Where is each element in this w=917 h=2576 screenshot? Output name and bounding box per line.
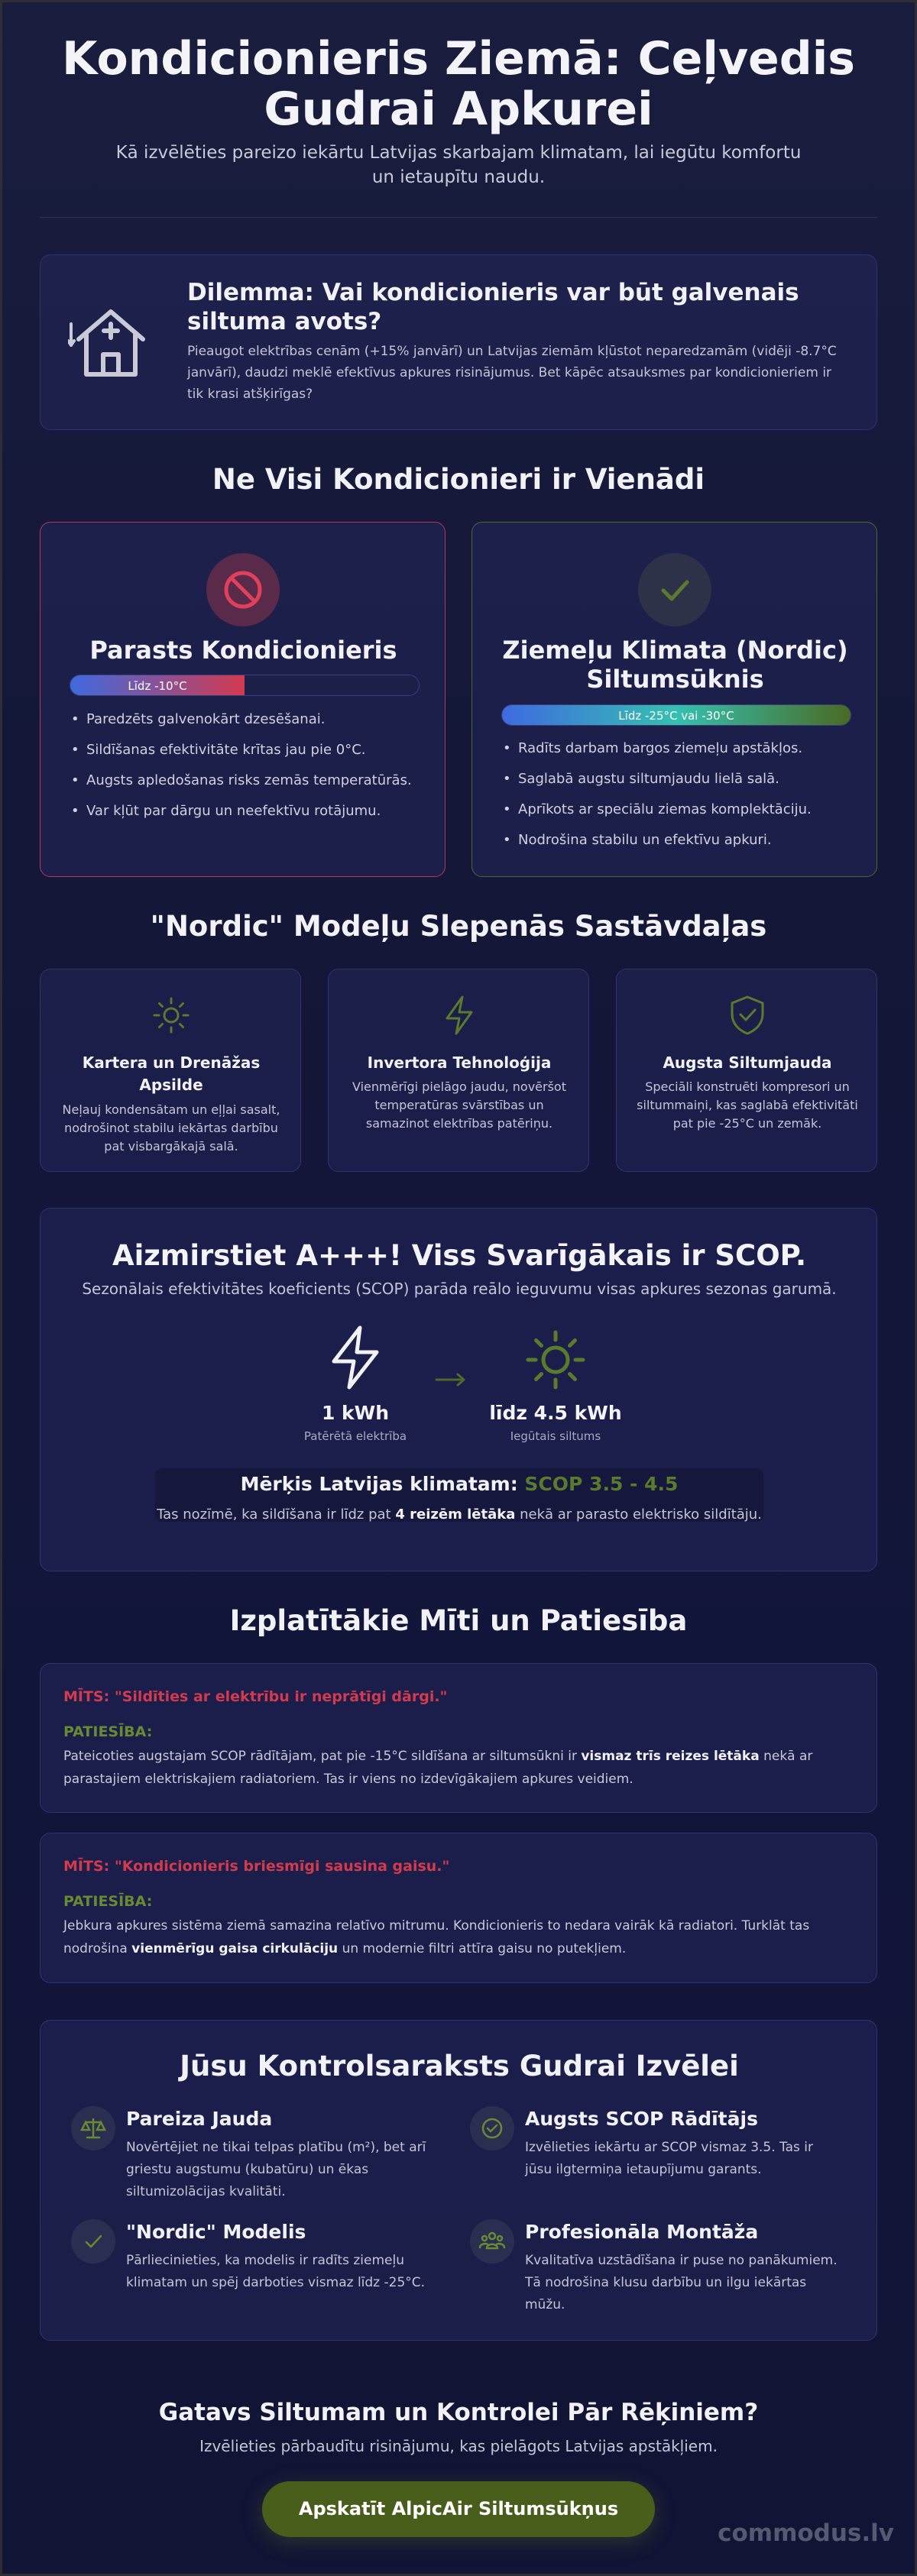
list-item: • Augsts apledošanas risks zemās temperatūrās. — [70, 772, 421, 790]
scop-goal-prefix: Mērķis Latvijas klimatam: — [240, 1473, 518, 1495]
dilemma-text: Pieaugot elektrības cenām (+15% janvārī) un Latvijas ziemām kļūstot neparedzamām (vidēji -8.7°C janvārī), daudzi meklē efektīvus apkures risinājumus. Bet kāpēc atsauksmes par kondicionieriem ir tik krasi atšķirīgas? — [187, 344, 837, 402]
checklist-item — [71, 2106, 453, 2198]
nordic-title — [472, 636, 878, 694]
checklist-icon-badge — [71, 2106, 115, 2150]
truth-text — [63, 1914, 855, 1960]
ingredient-title-line-2: Apsilde — [139, 1076, 203, 1094]
ingredient-title-line-1: Augsta Siltumjauda — [663, 1053, 832, 1072]
nordic-range-bar — [501, 704, 851, 726]
check-icon — [638, 553, 711, 626]
scales-icon — [71, 2106, 115, 2150]
sun-icon — [147, 991, 196, 1040]
myth-statement: MĪTS: "Kondicionieris briesmīgi sausina gaisu." — [63, 1858, 450, 1875]
shield-check-icon — [723, 991, 772, 1040]
truth-text-a: Jebkura apkures sistēma ziemā samazina relatīvo mitrumu. Kondicionieris to nedara vairāk kā radiatori. Turklāt tas nodrošina — [63, 1918, 810, 1956]
standard-feature-list — [70, 710, 421, 833]
page-title — [0, 34, 917, 134]
sun-icon — [523, 1328, 588, 1392]
truth-text-bold: vienmērīgu gaisa cirkulāciju — [131, 1941, 339, 1956]
scop-input-caption: Patērētā elektrība — [303, 1429, 407, 1443]
checklist-item — [470, 2106, 852, 2198]
scop-goal-text — [155, 1506, 763, 1523]
standard-ac-title: Parasts Kondicionieris — [89, 636, 397, 665]
checklist-item-title: Pareiza Jauda — [126, 2108, 273, 2130]
checklist-icon-badge — [71, 2219, 115, 2264]
arrow-right-icon — [435, 1372, 467, 1387]
house-heat-icon — [68, 301, 154, 387]
checklist-item-text: Pārliecinieties, ka modelis ir radīts ziemeļu klimatam un spēj darboties vismaz līdz -25°C. — [126, 2253, 426, 2290]
truth-text-b: un modernie filtri attīra gaisu no putekļiem. — [342, 1941, 627, 1956]
page-title-line-2: Gudrai Apkurei — [264, 83, 653, 136]
divider — [40, 217, 877, 218]
myth-card — [40, 1833, 877, 1983]
lightning-icon — [435, 991, 484, 1040]
scop-title: Aizmirstiet A+++! Viss Svarīgākais ir SCOP. — [112, 1239, 807, 1272]
ingredient-card — [328, 969, 589, 1172]
ingredient-text: Speciāli konstruēti kompresori un siltummaiņi, kas saglabā efektivitāti pat pie -25°C un zemāk. — [637, 1079, 858, 1131]
scop-output-caption: Iegūtais siltums — [510, 1429, 601, 1443]
scop-subtitle: Sezonālais efektivitātes koeficients (SCOP) parāda reālo ieguvumu visas apkures sezonas garumā. — [82, 1280, 837, 1298]
checklist-item-text: Novērtējiet ne tikai telpas platību (m²), bet arī griestu augstumu (kubatūru) un ēkas siltumizolācijas kvalitāti. — [126, 2140, 426, 2199]
ingredient-card — [616, 969, 877, 1172]
ingredient-card — [40, 969, 301, 1172]
check-circle-icon — [470, 2106, 514, 2150]
scop-goal-heading — [155, 1473, 763, 1495]
list-item: • Sildīšanas efektivitāte krītas jau pie 0°C. — [70, 741, 421, 759]
nordic-title-line-1: Ziemeļu Klimata (Nordic) — [502, 636, 848, 665]
ingredient-title — [632, 1052, 863, 1074]
team-icon — [470, 2219, 514, 2264]
standard-range-label: Līdz -10°C — [128, 679, 187, 693]
checklist-item — [470, 2219, 852, 2311]
standard-ac-card — [40, 522, 446, 877]
scop-goal-value: SCOP 3.5 - 4.5 — [524, 1473, 679, 1495]
lightning-icon — [326, 1325, 384, 1390]
cta-title: Gatavs Siltumam un Kontrolei Pār Rēķiniem? — [158, 2399, 759, 2426]
myth-card — [40, 1663, 877, 1813]
list-item: • Paredzēts galvenokārt dzesēšanai. — [70, 710, 421, 729]
nordic-range-label: Līdz -25°C vai -30°C — [618, 709, 734, 723]
ingredient-title-line-1: Invertora Tehnoloģija — [367, 1053, 552, 1072]
list-item: • Aprīkots ar speciālu ziemas komplektāciju. — [501, 801, 853, 819]
ingredient-title — [344, 1052, 575, 1074]
truth-text-bold: vismaz trīs reizes lētāka — [581, 1749, 760, 1764]
page-title-line-1: Kondicionieris Ziemā: Ceļvedis — [62, 32, 855, 86]
nordic-feature-list — [501, 739, 853, 862]
nordic-title-line-2: Siltumsūknis — [586, 665, 764, 694]
ingredient-title — [56, 1052, 287, 1096]
checklist-item-title: Profesionāla Montāža — [525, 2221, 759, 2243]
checklist-item-title: "Nordic" Modelis — [126, 2221, 306, 2243]
scop-card — [40, 1208, 877, 1571]
checklist-icon-badge — [470, 2219, 514, 2264]
checklist-item-text: Izvēlieties iekārtu ar SCOP vismaz 3.5. Tas ir jūsu ilgtermiņa ietaupījumu garants. — [525, 2140, 814, 2177]
list-item: • Radīts darbam bargos ziemeļu apstākļos. — [501, 739, 853, 758]
checklist-item — [71, 2219, 453, 2311]
myth-statement: MĪTS: "Sildīties ar elektrību ir neprātīgi dārgi." — [63, 1688, 448, 1705]
checklist-title: Jūsu Kontrolsaraksts Gudrai Izvēlei — [180, 2050, 739, 2082]
list-item: • Nodrošina stabilu un efektīvu apkuri. — [501, 831, 853, 849]
truth-text — [63, 1745, 855, 1791]
view-heat-pumps-button[interactable]: Apskatīt AlpicAir Siltumsūkņus — [262, 2481, 655, 2537]
scop-output-value: līdz 4.5 kWh — [489, 1402, 622, 1424]
checklist-card — [40, 2020, 877, 2341]
ingredient-text: Neļauj kondensātam un eļļai sasalt, nodrošinot stabilu iekārtas darbību pat visbargākajā salā. — [62, 1102, 280, 1154]
scop-goal-text-bold: 4 reizēm lētāka — [395, 1506, 516, 1523]
checklist-item-text: Kvalitatīva uzstādīšana ir puse no panākumiem. Tā nodrošina klusu darbību un ilgu iekārtas mūžu. — [525, 2253, 838, 2312]
truth-label: PATIESĪBA: — [63, 1723, 153, 1740]
ban-icon — [206, 553, 280, 626]
cta-subtitle: Izvēlieties pārbaudītu risinājumu, kas pielāgots Latvijas apstākļiem. — [199, 2437, 718, 2455]
ingredients-section-title: "Nordic" Modeļu Slepenās Sastāvdaļas — [150, 910, 767, 943]
nordic-badge — [638, 553, 711, 626]
check-icon — [71, 2219, 115, 2264]
ingredient-title-line-1: Kartera un Drenāžas — [82, 1053, 261, 1072]
scop-goal-text-b: nekā ar parasto elektrisko sildītāju. — [520, 1506, 762, 1523]
page-subtitle: Kā izvēlēties pareizo iekārtu Latvijas skarbajam klimatam, lai iegūtu komfortu un ietaupītu naudu. — [115, 143, 802, 187]
truth-text-a: Pateicoties augstajam SCOP rādītājam, pat pie -15°C sildīšana ar siltumsūkni ir — [63, 1749, 577, 1764]
nordic-heat-pump-card — [471, 522, 877, 877]
myths-section-title: Izplatītākie Mīti un Patiesība — [229, 1604, 688, 1637]
brand-watermark: commodus.lv — [718, 2519, 894, 2547]
standard-badge — [206, 553, 280, 626]
truth-text-b: nekā ar parastajiem elektriskajiem radiatoriem. Tas ir viens no izdevīgākajiem apkures veidiem. — [63, 1749, 813, 1787]
ingredient-text: Vienmērīgi pielāgo jaudu, novēršot temperatūras svārstības un samazinot elektrības patēriņu. — [352, 1079, 566, 1131]
truth-label: PATIESĪBA: — [63, 1893, 153, 1910]
checklist-item-title: Augsts SCOP Rādītājs — [525, 2108, 758, 2130]
scop-goal-text-a: Tas nozīmē, ka sildīšana ir līdz pat — [157, 1506, 391, 1523]
scop-goal-box — [155, 1468, 763, 1522]
dilemma-title: Dilemma: Vai kondicionieris var būt galvenais siltuma avots? — [187, 279, 799, 335]
scop-input-value: 1 kWh — [321, 1402, 390, 1424]
checklist-icon-badge — [470, 2106, 514, 2150]
list-item: • Saglabā augstu siltumjaudu lielā salā. — [501, 770, 853, 788]
compare-section-title: Ne Visi Kondicionieri ir Vienādi — [212, 463, 705, 496]
standard-range-bar — [70, 675, 420, 696]
dilemma-card — [40, 254, 877, 430]
list-item: • Var kļūt par dārgu un neefektīvu rotājumu. — [70, 802, 421, 820]
